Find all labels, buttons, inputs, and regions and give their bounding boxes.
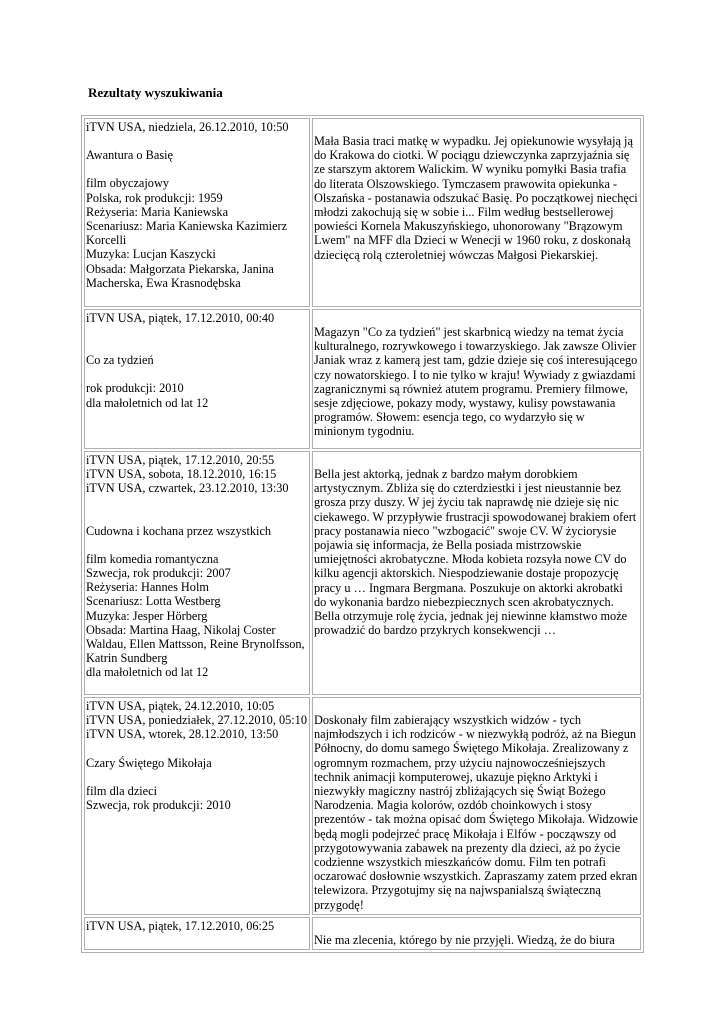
result-row — [84, 451, 641, 695]
schedule-entry: iTVN USA, czwartek, 23.12.2010, 13:30 — [86, 481, 289, 496]
program-detail: Szwecja, rok produkcji: 2007 — [86, 566, 231, 581]
program-description: Doskonały film zabierający wszystkich widzów - tych najmłodszych i ich rodziców - w niezwykłą podróż, aż na Biegun Północny, do domu samego Świętego Mikołaja. Zrealizowany z ogromnym rozmachem, przy użyciu najnowocześniejszych technik animacji komputerowej, ukazuje piękno Arktyki i niezwykły magiczny nastrój zbliżających się Świąt Bożego Narodzenia. Magia kolorów, ozdób choinkowych i stosy prezentów - tak można opisać dom Świętego Mikołaja. Widzowie będą mogli podejrzeć pracę Mikołaja i Elfów - począwszy od przygotowywania zabawek na prezenty dla dzieci, aż po życie codzienne wszystkich mieszkańców domu. Film ten potrafi oczarować dosłownie wszystkich. Zapraszamy zatem przed ekran telewizora. Przygotujmy się na najwspanialszą świąteczną przygodę! — [313, 713, 639, 912]
program-detail: Obsada: Martina Haag, Nikolaj Coster Waldau, Ellen Mattsson, Reine Brynolfsson, Katrin Sundberg — [86, 622, 305, 666]
program-description: Mała Basia traci matkę w wypadku. Jej opiekunowie wysyłają ją do Krakowa do ciotki. W pociągu dziewczynka zaprzyjaźnia się ze starszym aktorem Walickim. W wyniku pomyłki Basia trafia do literata Olszowskiego. Tymczasem prawowita opiekunka - Olszańska - postanawia odszukać Basię. Po początkowej niechęci młodzi zakochują się w sobie i... Film według bestsellerowej powieści Kornela Makuszyńskiego, uhonorowany "Brązowym Lwem" na MFF dla Dzieci w Wenecji w 1960 roku, z doskonałą dziecięcą rolą czteroletniej wówczas Małgosi Piekarskiej. — [313, 134, 638, 262]
program-title: Czary Świętego Mikołaja — [86, 755, 212, 770]
result-row — [84, 697, 641, 915]
schedule-list — [86, 120, 307, 134]
result-info-cell — [84, 118, 310, 307]
program-description: Magazyn "Co za tydzień" jest skarbnicą wiedzy na temat życia kulturalnego, rozrywkowego i towarzyskiego. Jak zawsze Olivier Janiak wraz z kamerą jest tam, gdzie dzieje się coś interesującego czy nowatorskiego. I to nie tylko w kraju! Wywiady z gwiazdami zagranicznymi są również atutem programu. Premiery filmowe, sesje zdjęciowe, pokazy mody, wystawy, kulisy powstawania programów. Słowem: esencja tego, co wydarzyło się w minionym tygodniu. — [313, 325, 638, 439]
program-genre: film komedia romantyczna — [86, 551, 219, 566]
program-detail: Muzyka: Jesper Hörberg — [86, 608, 208, 623]
result-description-cell — [312, 697, 641, 915]
result-info-cell — [84, 697, 310, 915]
result-info-cell — [84, 917, 310, 950]
program-detail: Szwecja, rok produkcji: 2010 — [86, 798, 231, 813]
schedule-entry: iTVN USA, piątek, 17.12.2010, 00:40 — [86, 311, 275, 325]
schedule-list — [86, 919, 307, 933]
result-description-cell — [312, 917, 641, 950]
program-detail: dla małoletnich od lat 12 — [86, 665, 209, 680]
result-info-cell — [84, 451, 310, 695]
schedule-list — [86, 311, 307, 325]
schedule-entry: iTVN USA, piątek, 17.12.2010, 06:25 — [86, 918, 275, 933]
result-info-cell — [84, 309, 310, 449]
program-detail: dla małoletnich od lat 12 — [86, 395, 209, 410]
schedule-list — [86, 453, 307, 496]
schedule-entry: iTVN USA, piątek, 17.12.2010, 20:55 — [86, 453, 275, 467]
program-detail: Polska, rok produkcji: 1959 — [86, 190, 223, 205]
result-row — [84, 309, 641, 449]
program-genre: film dla dzieci — [86, 783, 158, 798]
result-description-cell — [312, 309, 641, 449]
schedule-list — [86, 699, 307, 742]
page-title: Rezultaty wyszukiwania — [88, 85, 223, 100]
schedule-entry: iTVN USA, niedziela, 26.12.2010, 10:50 — [86, 120, 289, 134]
program-title: Awantura o Basię — [86, 148, 173, 163]
schedule-entry: iTVN USA, wtorek, 28.12.2010, 13:50 — [86, 727, 279, 742]
result-row — [84, 118, 641, 307]
result-description-cell — [312, 118, 641, 307]
program-detail: Scenariusz: Maria Kaniewska Kazimierz Korcelli — [86, 219, 288, 248]
results-table — [81, 115, 644, 953]
program-title: Cudowna i kochana przez wszystkich — [86, 523, 272, 538]
schedule-entry: iTVN USA, poniedziałek, 27.12.2010, 05:10 — [86, 713, 307, 728]
schedule-entry: iTVN USA, piątek, 24.12.2010, 10:05 — [86, 699, 275, 713]
program-detail: Reżyseria: Hannes Holm — [86, 580, 209, 595]
program-detail: Obsada: Małgorzata Piekarska, Janina Macherska, Ewa Krasnodębska — [86, 261, 274, 290]
program-description: Nie ma zlecenia, którego by nie przyjęli. Wiedzą, że do biura — [313, 932, 615, 947]
result-row — [84, 917, 641, 950]
program-detail: Muzyka: Lucjan Kaszycki — [86, 247, 216, 262]
program-title: Co za tydzień — [86, 353, 154, 368]
program-detail: rok produkcji: 2010 — [86, 381, 184, 396]
program-genre: film obyczajowy — [86, 176, 169, 191]
program-detail: Scenariusz: Lotta Westberg — [86, 594, 221, 609]
program-detail: Reżyseria: Maria Kaniewska — [86, 204, 229, 219]
schedule-entry: iTVN USA, sobota, 18.12.2010, 16:15 — [86, 467, 277, 482]
result-description-cell — [312, 451, 641, 695]
program-description: Bella jest aktorką, jednak z bardzo małym dorobkiem artystycznym. Zbliża się do czterdziestki i jest nieustannie bez grosza przy duszy. W jej życiu tak naprawdę nie dzieje się nic ciekawego. W przypływie frustracji spowodowanej brakiem ofert pracy postanawia nieco "wzbogacić" swoje CV. W życiorysie pojawia się informacja, że Bella posiada mistrzowskie umiejętności akrobatyczne. Młoda kobieta rozsyła nowe CV do kilku agencji aktorskich. Niespodziewanie dostaje propozycję pracy u … Ingmara Bergmana. Poszukuje on aktorki akrobatki do wykonania bardzo niebezpiecznych scen akrobatycznych. Bella otrzymuje rolę życia, jednak jej niewinne kłamstwo może prowadzić do bardzo przykrych konsekwencji … — [313, 467, 637, 638]
